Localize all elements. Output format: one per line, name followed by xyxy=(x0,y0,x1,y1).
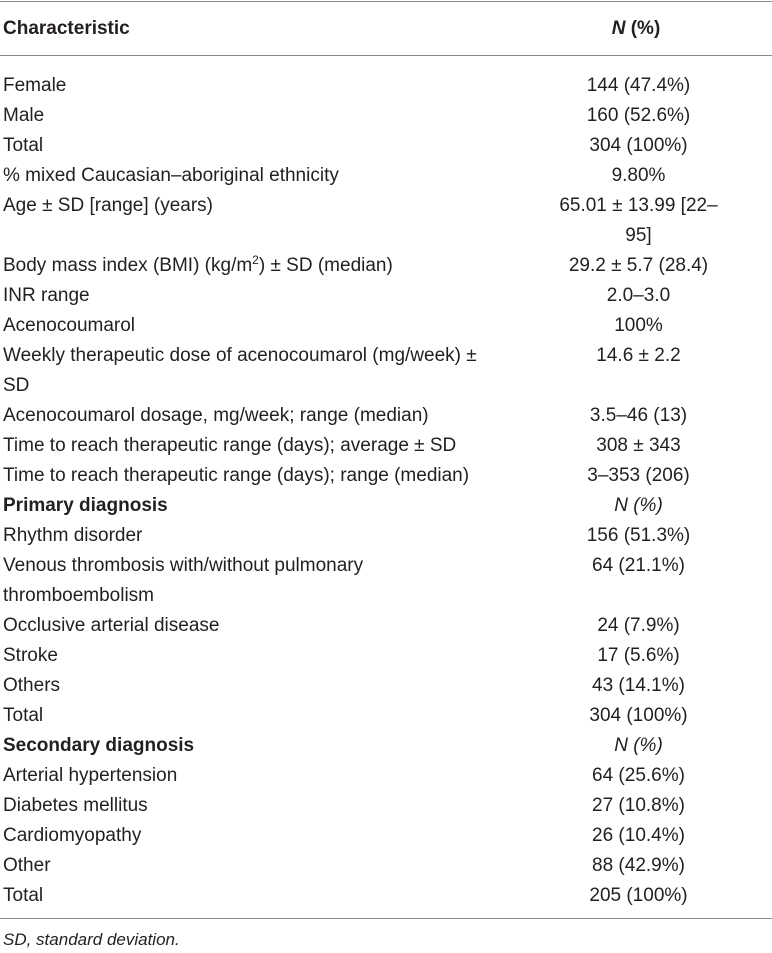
section-header-secondary xyxy=(0,731,772,761)
row-value: 304 (100%) xyxy=(589,705,688,726)
table-row xyxy=(0,821,772,851)
row-value: 43 (14.1%) xyxy=(592,675,685,696)
row-label: Diabetes mellitus xyxy=(3,795,148,816)
table-row xyxy=(0,521,772,551)
table-row xyxy=(0,461,772,491)
section-column-label: N (%) xyxy=(614,495,663,516)
row-value: 304 (100%) xyxy=(589,135,688,156)
table-row xyxy=(0,311,772,341)
table-body xyxy=(0,71,772,911)
table-row xyxy=(0,191,772,251)
row-value: 17 (5.6%) xyxy=(597,645,680,666)
row-label: Male xyxy=(3,105,45,126)
row-value: 88 (42.9%) xyxy=(592,855,685,876)
row-label: Venous thrombosis with/without pulmonary thromboembolism xyxy=(3,555,364,606)
row-value: 3.5–46 (13) xyxy=(589,405,688,426)
table-row xyxy=(0,851,772,881)
header-percent: (%) xyxy=(625,18,661,39)
row-label: Weekly therapeutic dose of acenocoumarol (mg/week) ± SD xyxy=(3,345,477,396)
header-n: N xyxy=(611,18,626,39)
table-row xyxy=(0,251,772,281)
row-value: 64 (25.6%) xyxy=(592,765,685,786)
row-label xyxy=(0,251,517,281)
table-row xyxy=(0,881,772,911)
table-row xyxy=(0,401,772,431)
row-label: INR range xyxy=(3,285,90,306)
table-row xyxy=(0,551,772,611)
row-value: 156 (51.3%) xyxy=(586,525,691,546)
table-header xyxy=(0,2,772,55)
row-label: Others xyxy=(3,675,61,696)
row-label: Rhythm disorder xyxy=(3,525,143,546)
row-value: 65.01 ± 13.99 [22–95] xyxy=(559,195,718,246)
table-row xyxy=(0,341,772,401)
row-label: Total xyxy=(3,885,44,906)
table-row xyxy=(0,431,772,461)
bmi-label-sup: 2 xyxy=(252,253,259,267)
row-label: % mixed Caucasian–aboriginal ethnicity xyxy=(3,165,339,186)
table-bottom-rule xyxy=(0,918,772,919)
table-row xyxy=(0,281,772,311)
table-row xyxy=(0,641,772,671)
table-row xyxy=(0,761,772,791)
row-value: 26 (10.4%) xyxy=(592,825,685,846)
bmi-label-pre: Body mass index (BMI) (kg/m xyxy=(3,255,253,276)
row-label: Stroke xyxy=(3,645,58,666)
row-value: 27 (10.8%) xyxy=(592,795,685,816)
table-row xyxy=(0,611,772,641)
header-characteristic: Characteristic xyxy=(3,18,130,39)
row-value: 144 (47.4%) xyxy=(586,75,691,96)
row-label: Age ± SD [range] (years) xyxy=(3,195,214,216)
row-label: Total xyxy=(3,135,44,156)
row-label: Arterial hypertension xyxy=(3,765,178,786)
table-row xyxy=(0,101,772,131)
table-footnote: SD, standard deviation. xyxy=(3,930,180,949)
row-label: Occlusive arterial disease xyxy=(3,615,220,636)
table-row xyxy=(0,131,772,161)
table-row xyxy=(0,701,772,731)
table-row xyxy=(0,671,772,701)
row-value: 14.6 ± 2.2 xyxy=(596,345,681,366)
row-value: 24 (7.9%) xyxy=(597,615,680,636)
row-value: 29.2 ± 5.7 (28.4) xyxy=(568,255,709,276)
section-header-primary xyxy=(0,491,772,521)
table-row xyxy=(0,791,772,821)
header-n-percent xyxy=(520,18,752,40)
row-value: 64 (21.1%) xyxy=(592,555,685,576)
row-value: 3–353 (206) xyxy=(587,465,690,486)
row-label: Acenocoumarol dosage, mg/week; range (median) xyxy=(3,405,429,426)
bmi-label-post: ) ± SD (median) xyxy=(258,255,393,276)
row-value: 2.0–3.0 xyxy=(606,285,671,306)
row-label: Other xyxy=(3,855,51,876)
row-label: Time to reach therapeutic range (days); range (median) xyxy=(3,465,470,486)
section-title: Primary diagnosis xyxy=(3,495,168,516)
row-label: Female xyxy=(3,75,67,96)
row-label: Cardiomyopathy xyxy=(3,825,142,846)
section-column-label: N (%) xyxy=(614,735,663,756)
row-value: 160 (52.6%) xyxy=(586,105,691,126)
row-label: Time to reach therapeutic range (days); average ± SD xyxy=(3,435,457,456)
table-row xyxy=(0,71,772,101)
table-row xyxy=(0,161,772,191)
row-value: 205 (100%) xyxy=(589,885,688,906)
table-header-rule xyxy=(0,55,772,56)
row-value: 9.80% xyxy=(611,165,666,186)
row-value: 308 ± 343 xyxy=(596,435,681,456)
section-title: Secondary diagnosis xyxy=(3,735,195,756)
row-label: Total xyxy=(3,705,44,726)
row-label: Acenocoumarol xyxy=(3,315,136,336)
row-value: 100% xyxy=(614,315,663,336)
